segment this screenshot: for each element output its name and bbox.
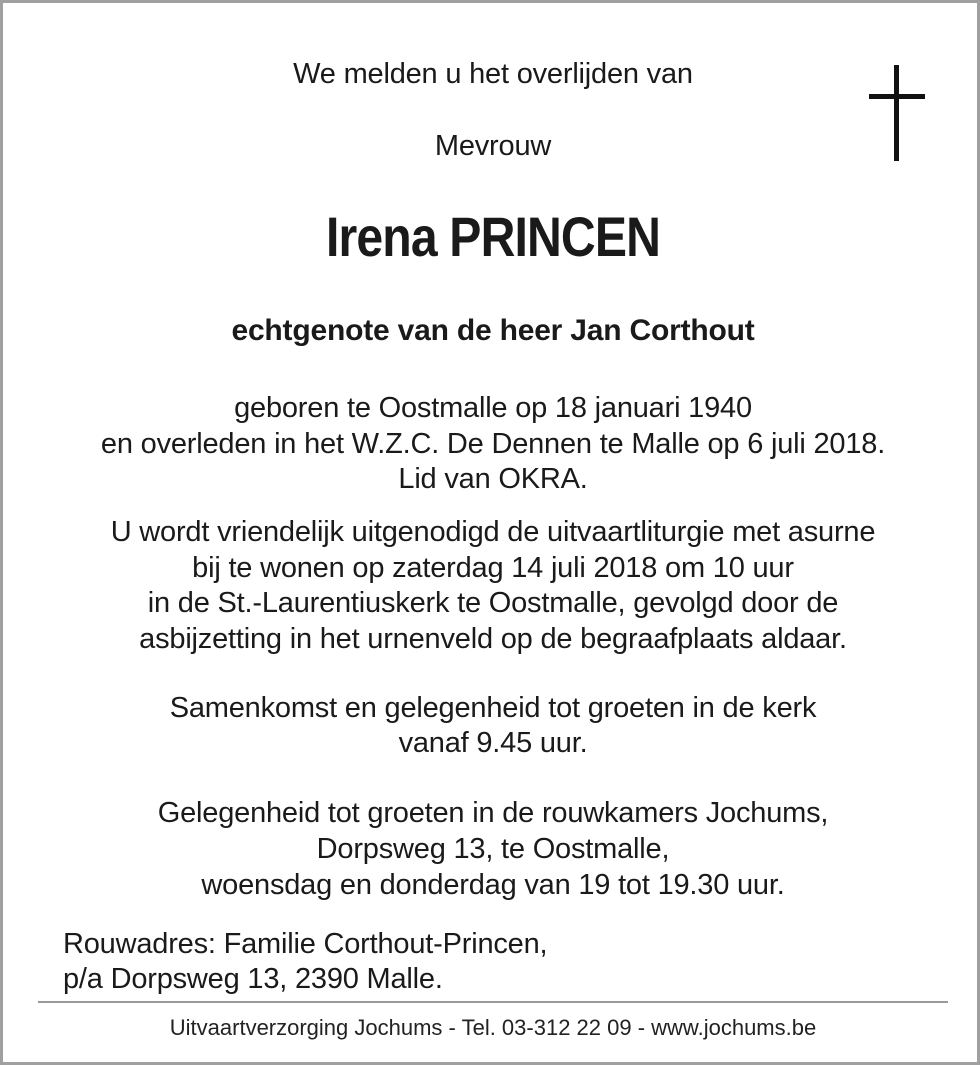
visitation-line-1: Gelegenheid tot groeten in de rouwkamers Jochums, xyxy=(157,797,829,829)
funeral-line-3: in de St.-Laurentiuskerk te Oostmalle, gevolgd door de xyxy=(147,587,839,619)
death-line: en overleden in het W.Z.C. De Dennen te Malle op 6 juli 2018. xyxy=(100,428,886,460)
salutation: Mevrouw xyxy=(434,130,552,162)
intro-text: We melden u het overlijden van xyxy=(293,58,693,90)
deceased-name: Irena PRINCEN xyxy=(325,205,661,268)
funeral-director-footer: Uitvaartverzorging Jochums - Tel. 03-312 22 09 - www.jochums.be xyxy=(169,1015,817,1040)
spouse-line: echtgenote van de heer Jan Corthout xyxy=(231,314,755,347)
funeral-line-1: U wordt vriendelijk uitgenodigd de uitvaartliturgie met asurne xyxy=(110,516,876,548)
address-line-1: Rouwadres: Familie Corthout-Princen, xyxy=(63,928,548,960)
footer-divider xyxy=(38,1001,948,1003)
visitation-line-3: woensdag en donderdag van 19 tot 19.30 uur. xyxy=(201,869,785,901)
funeral-line-2: bij te wonen op zaterdag 14 juli 2018 om 10 uur xyxy=(192,552,794,584)
gathering-line-2: vanaf 9.45 uur. xyxy=(398,727,588,759)
visitation-line-2: Dorpsweg 13, te Oostmalle, xyxy=(316,833,670,865)
gathering-line-1: Samenkomst en gelegenheid tot groeten in de kerk xyxy=(169,692,817,724)
funeral-line-4: asbijzetting in het urnenveld op de begraafplaats aldaar. xyxy=(139,623,847,655)
membership-line: Lid van OKRA. xyxy=(398,463,588,495)
birth-line: geboren te Oostmalle op 18 januari 1940 xyxy=(234,392,752,424)
address-line-2: p/a Dorpsweg 13, 2390 Malle. xyxy=(63,963,443,995)
